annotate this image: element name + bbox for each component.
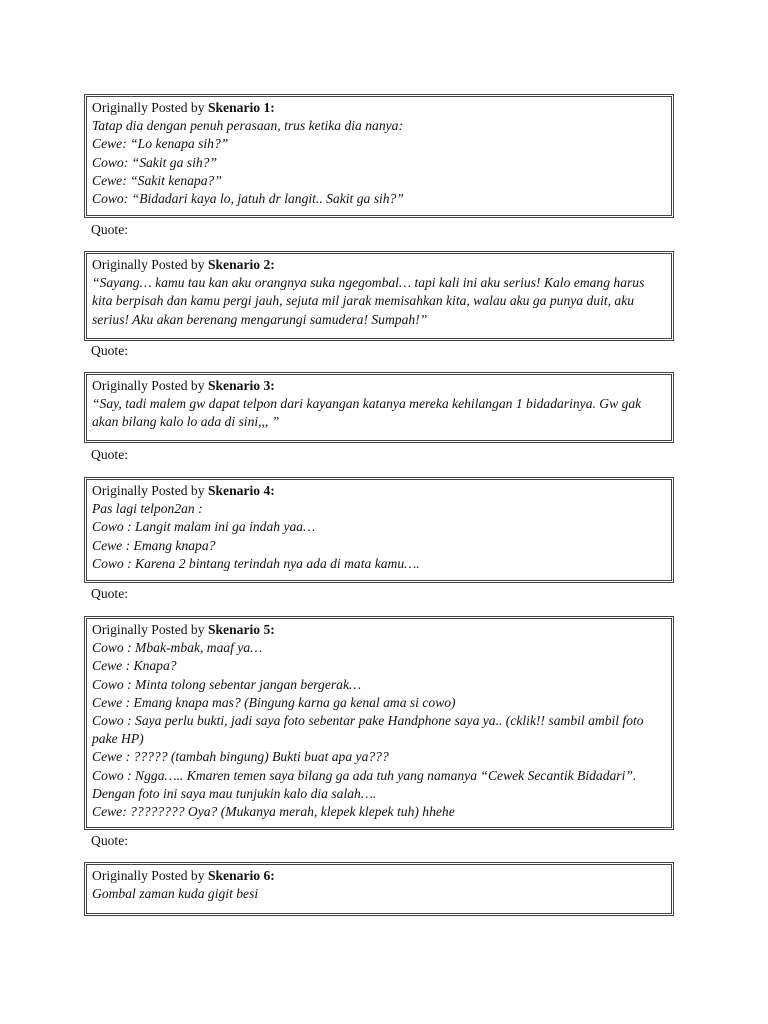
post-line: Gombal zaman kuda gigit besi [92, 886, 259, 902]
quote-box-5 [84, 616, 674, 830]
post-line: Cowo : Karena 2 bintang terindah nya ada di mata kamu…. [92, 555, 420, 571]
post-line: “Sayang… kamu tau kan aku orangnya suka ngegombal… tapi kali ini aku serius! Kalo emang harus kita berpisah dan kamu pergi jauh, sejuta mil jarak memisahkan kita, walau aku ga punya duit, aku serius! Aku akan berenang mengarungi samudera! Sumpah!” [92, 275, 645, 327]
posted-by-label: Originally Posted by [92, 622, 205, 637]
quote-box-1 [84, 94, 674, 218]
post-line: Cowo: “Bidadari kaya lo, jatuh dr langit.. Sakit ga sih?” [92, 191, 404, 207]
author-name: Skenario 4: [207, 483, 275, 498]
posted-by-label: Originally Posted by [92, 100, 205, 115]
post-line: Cewe : Emang knapa? [92, 537, 216, 553]
posted-by-label: Originally Posted by [92, 257, 205, 272]
post-header [92, 99, 666, 117]
post-line: Cowo : Ngga….. Kmaren temen saya bilang ga ada tuh yang namanya “Cewek Secantik Bidadari”. Dengan foto ini saya mau tunjukin kalo dia salah…. [92, 767, 637, 801]
post-line: Cewe: “Lo kenapa sih?” [92, 136, 229, 152]
post-header [92, 256, 666, 274]
posted-by-label: Originally Posted by [92, 483, 205, 498]
post-header [92, 867, 666, 885]
posted-by-label: Originally Posted by [92, 868, 205, 883]
quote-label: Quote: [91, 343, 128, 358]
author-name: Skenario 3: [207, 378, 275, 393]
quote-box-3 [84, 372, 674, 443]
post-header [92, 482, 666, 500]
post-line: Cowo : Saya perlu bukti, jadi saya foto sebentar pake Handphone saya ya.. (cklik!! sambil ambil foto pake HP) [92, 713, 644, 747]
post-line: Cewe : Emang knapa mas? (Bingung karna ga kenal ama si cowo) [92, 694, 456, 710]
quote-box-4 [84, 477, 674, 583]
quote-box-6 [84, 862, 674, 916]
post-line: Cewe: ???????? Oya? (Mukanya merah, klepek klepek tuh) hhehe [92, 804, 455, 820]
post-line: Pas lagi telpon2an : [92, 501, 203, 517]
post-header [92, 377, 666, 395]
post-line: Tatap dia dengan penuh perasaan, trus ketika dia nanya: [92, 118, 403, 134]
posted-by-label: Originally Posted by [92, 378, 205, 393]
post-line: Cewe: “Sakit kenapa?” [92, 172, 222, 188]
quote-label: Quote: [91, 833, 128, 848]
post-line: Cowo : Mbak-mbak, maaf ya… [92, 640, 263, 656]
post-header [92, 621, 666, 639]
post-line: Cewe : Knapa? [92, 658, 177, 674]
author-name: Skenario 1: [207, 100, 275, 115]
author-name: Skenario 5: [207, 622, 275, 637]
quote-box-2 [84, 251, 674, 341]
quote-label: Quote: [91, 586, 128, 601]
author-name: Skenario 6: [207, 868, 275, 883]
quote-label: Quote: [91, 222, 128, 237]
post-line: Cowo : Langit malam ini ga indah yaa… [92, 519, 316, 535]
post-line: Cowo: “Sakit ga sih?” [92, 154, 218, 170]
author-name: Skenario 2: [207, 257, 275, 272]
post-line: Cewe : ????? (tambah bingung) Bukti buat apa ya??? [92, 749, 389, 765]
post-line: “Say, tadi malem gw dapat telpon dari kayangan katanya mereka kehilangan 1 bidadarinya. Gw gak akan bilang kalo lo ada di sini,,, ” [92, 396, 642, 430]
post-line: Cowo : Minta tolong sebentar jangan bergerak… [92, 676, 362, 692]
quote-label: Quote: [91, 447, 128, 462]
